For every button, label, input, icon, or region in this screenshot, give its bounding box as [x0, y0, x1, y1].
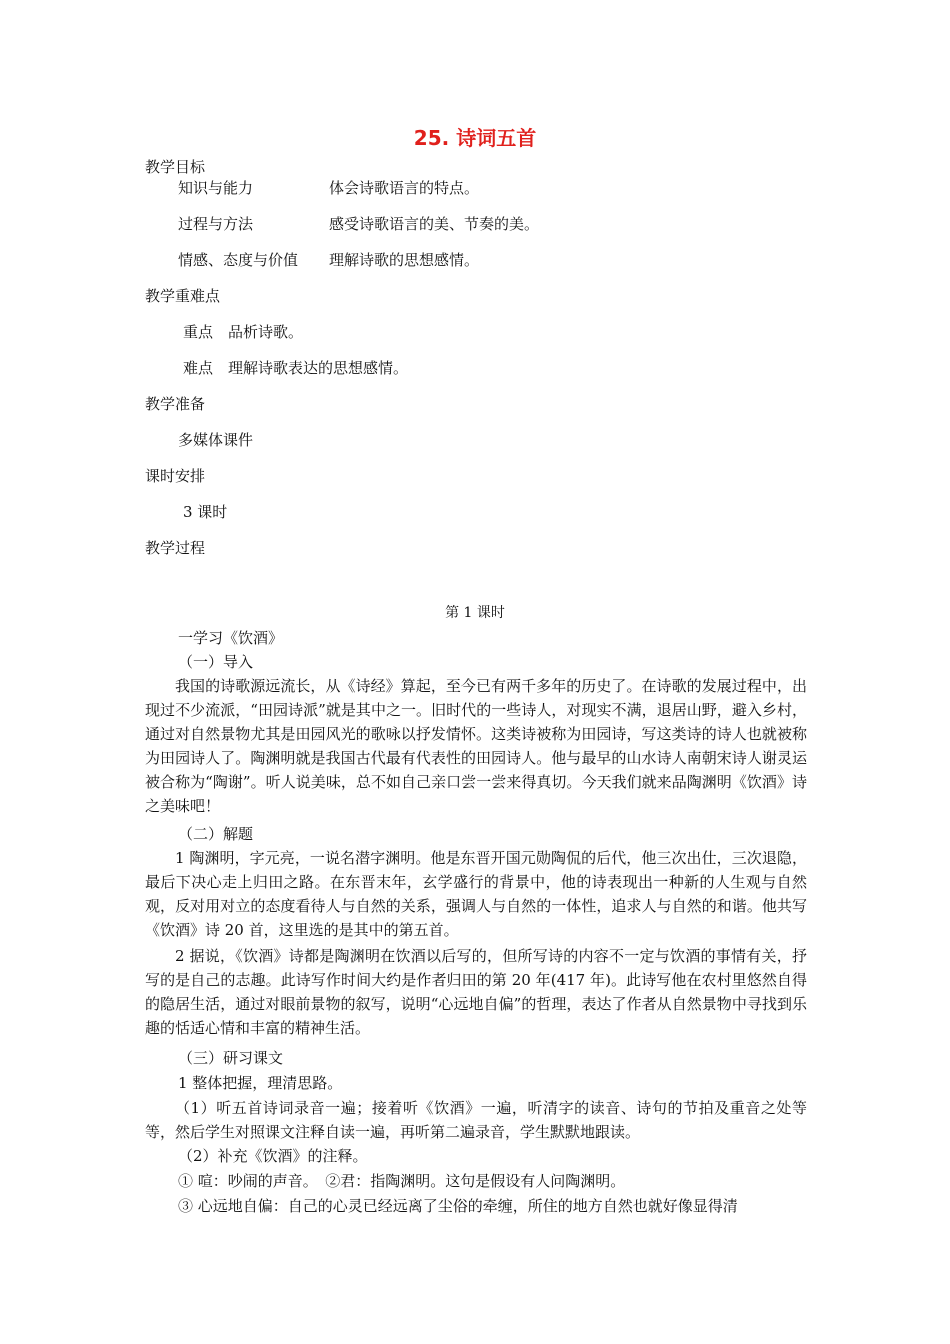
process-heading: 教学过程 — [145, 539, 206, 557]
note-1-2: ① 喧：吵闹的声音。 ②君：指陶渊明。这句是假设有人问陶渊明。 — [178, 1172, 626, 1190]
objective-value: 理解诗歌的思想感情。 — [329, 251, 480, 269]
preparation-heading: 教学准备 — [145, 395, 206, 413]
intro-heading: （一）导入 — [178, 653, 254, 671]
intro-paragraph: 我国的诗歌源远流长，从《诗经》算起，至今已有两千多年的历史了。在诗歌的发展过程中，出现过不少流派，“田园诗派”就是其中之一。旧时代的一些诗人，对现实不满，退居山野，避入乡村，通过对自然景物尤其是田园风光的歌咏以抒发情怀。这类诗被称为田园诗，写这类诗的诗人也就被称为田园诗人了。陶渊明就是我国古代最有代表性的田园诗人。他与最早的山水诗人南朝宋诗人谢灵运被合称为“陶谢”。听人说美味，总不如自己亲口尝一尝来得真切。今天我们就来品陶渊明《饮酒》诗之美味吧！ — [145, 677, 807, 815]
objective-label: 过程与方法 — [178, 215, 254, 233]
section-heading: 一学习《饮酒》 — [178, 629, 284, 647]
explain-paragraph-2: 2 据说，《饮酒》诗都是陶渊明在饮酒以后写的，但所写诗的内容不一定与饮酒的事情有关，抒写的是自己的志趣。此诗写作时间大约是作者归田的第 20 年(417 年)。此诗写他在农村里悠然自得的隐居生活，通过对眼前景物的叙写，说明“心远地自偏”的哲理，表达了作者从自然景物中寻找到乐趣的恬适心情和丰富的精神生活。 — [145, 947, 807, 1037]
objective-row — [178, 178, 480, 198]
objective-label: 知识与能力 — [178, 179, 254, 197]
study-step-1b: （2）补充《饮酒》的注释。 — [178, 1147, 368, 1165]
objective-row — [178, 214, 540, 234]
study-step-1a: （1）听五首诗词录音一遍；接着听《饮酒》一遍，听清字的读音、诗句的节拍及重音之处等等，然后学生对照课文注释自读一遍，再听第二遍录音，学生默默地跟读。 — [145, 1099, 807, 1141]
focus-point: 重点 品析诗歌。 — [183, 323, 304, 341]
note-3: ③ 心远地自偏：自己的心灵已经远离了尘俗的牵缠，所住的地方自然也就好像显得清 — [178, 1197, 738, 1215]
page-title: 25. 诗词五首 — [413, 126, 537, 150]
objective-row — [178, 250, 480, 270]
study-step-1: 1 整体把握，理清思路。 — [178, 1074, 343, 1092]
objectives-heading: 教学目标 — [145, 158, 206, 176]
preparation-value: 多媒体课件 — [178, 431, 254, 449]
difficulty-point: 难点 理解诗歌表达的思想感情。 — [183, 359, 409, 377]
explain-heading: （二）解题 — [178, 825, 254, 843]
schedule-heading: 课时安排 — [145, 467, 206, 485]
key-points-heading: 教学重难点 — [145, 287, 221, 305]
session-label: 第 1 课时 — [445, 605, 505, 621]
objective-value: 体会诗歌语言的特点。 — [329, 179, 480, 197]
explain-paragraph-1: 1 陶渊明，字元亮，一说名潜字渊明。他是东晋开国元勋陶侃的后代，他三次出仕，三次退隐，最后下决心走上归田之路。在东晋末年，玄学盛行的背景中，他的诗表现出一种新的人生观与自然观，反对用对立的态度看待人与自然的关系，强调人与自然的一体性，追求人与自然的和谐。他共写《饮酒》诗 20 首，这里选的是其中的第五首。 — [145, 849, 807, 939]
study-heading: （三）研习课文 — [178, 1049, 284, 1067]
objective-value: 感受诗歌语言的美、节奏的美。 — [329, 215, 540, 233]
objective-label: 情感、态度与价值 — [178, 251, 299, 269]
schedule-value: 3 课时 — [183, 503, 228, 521]
